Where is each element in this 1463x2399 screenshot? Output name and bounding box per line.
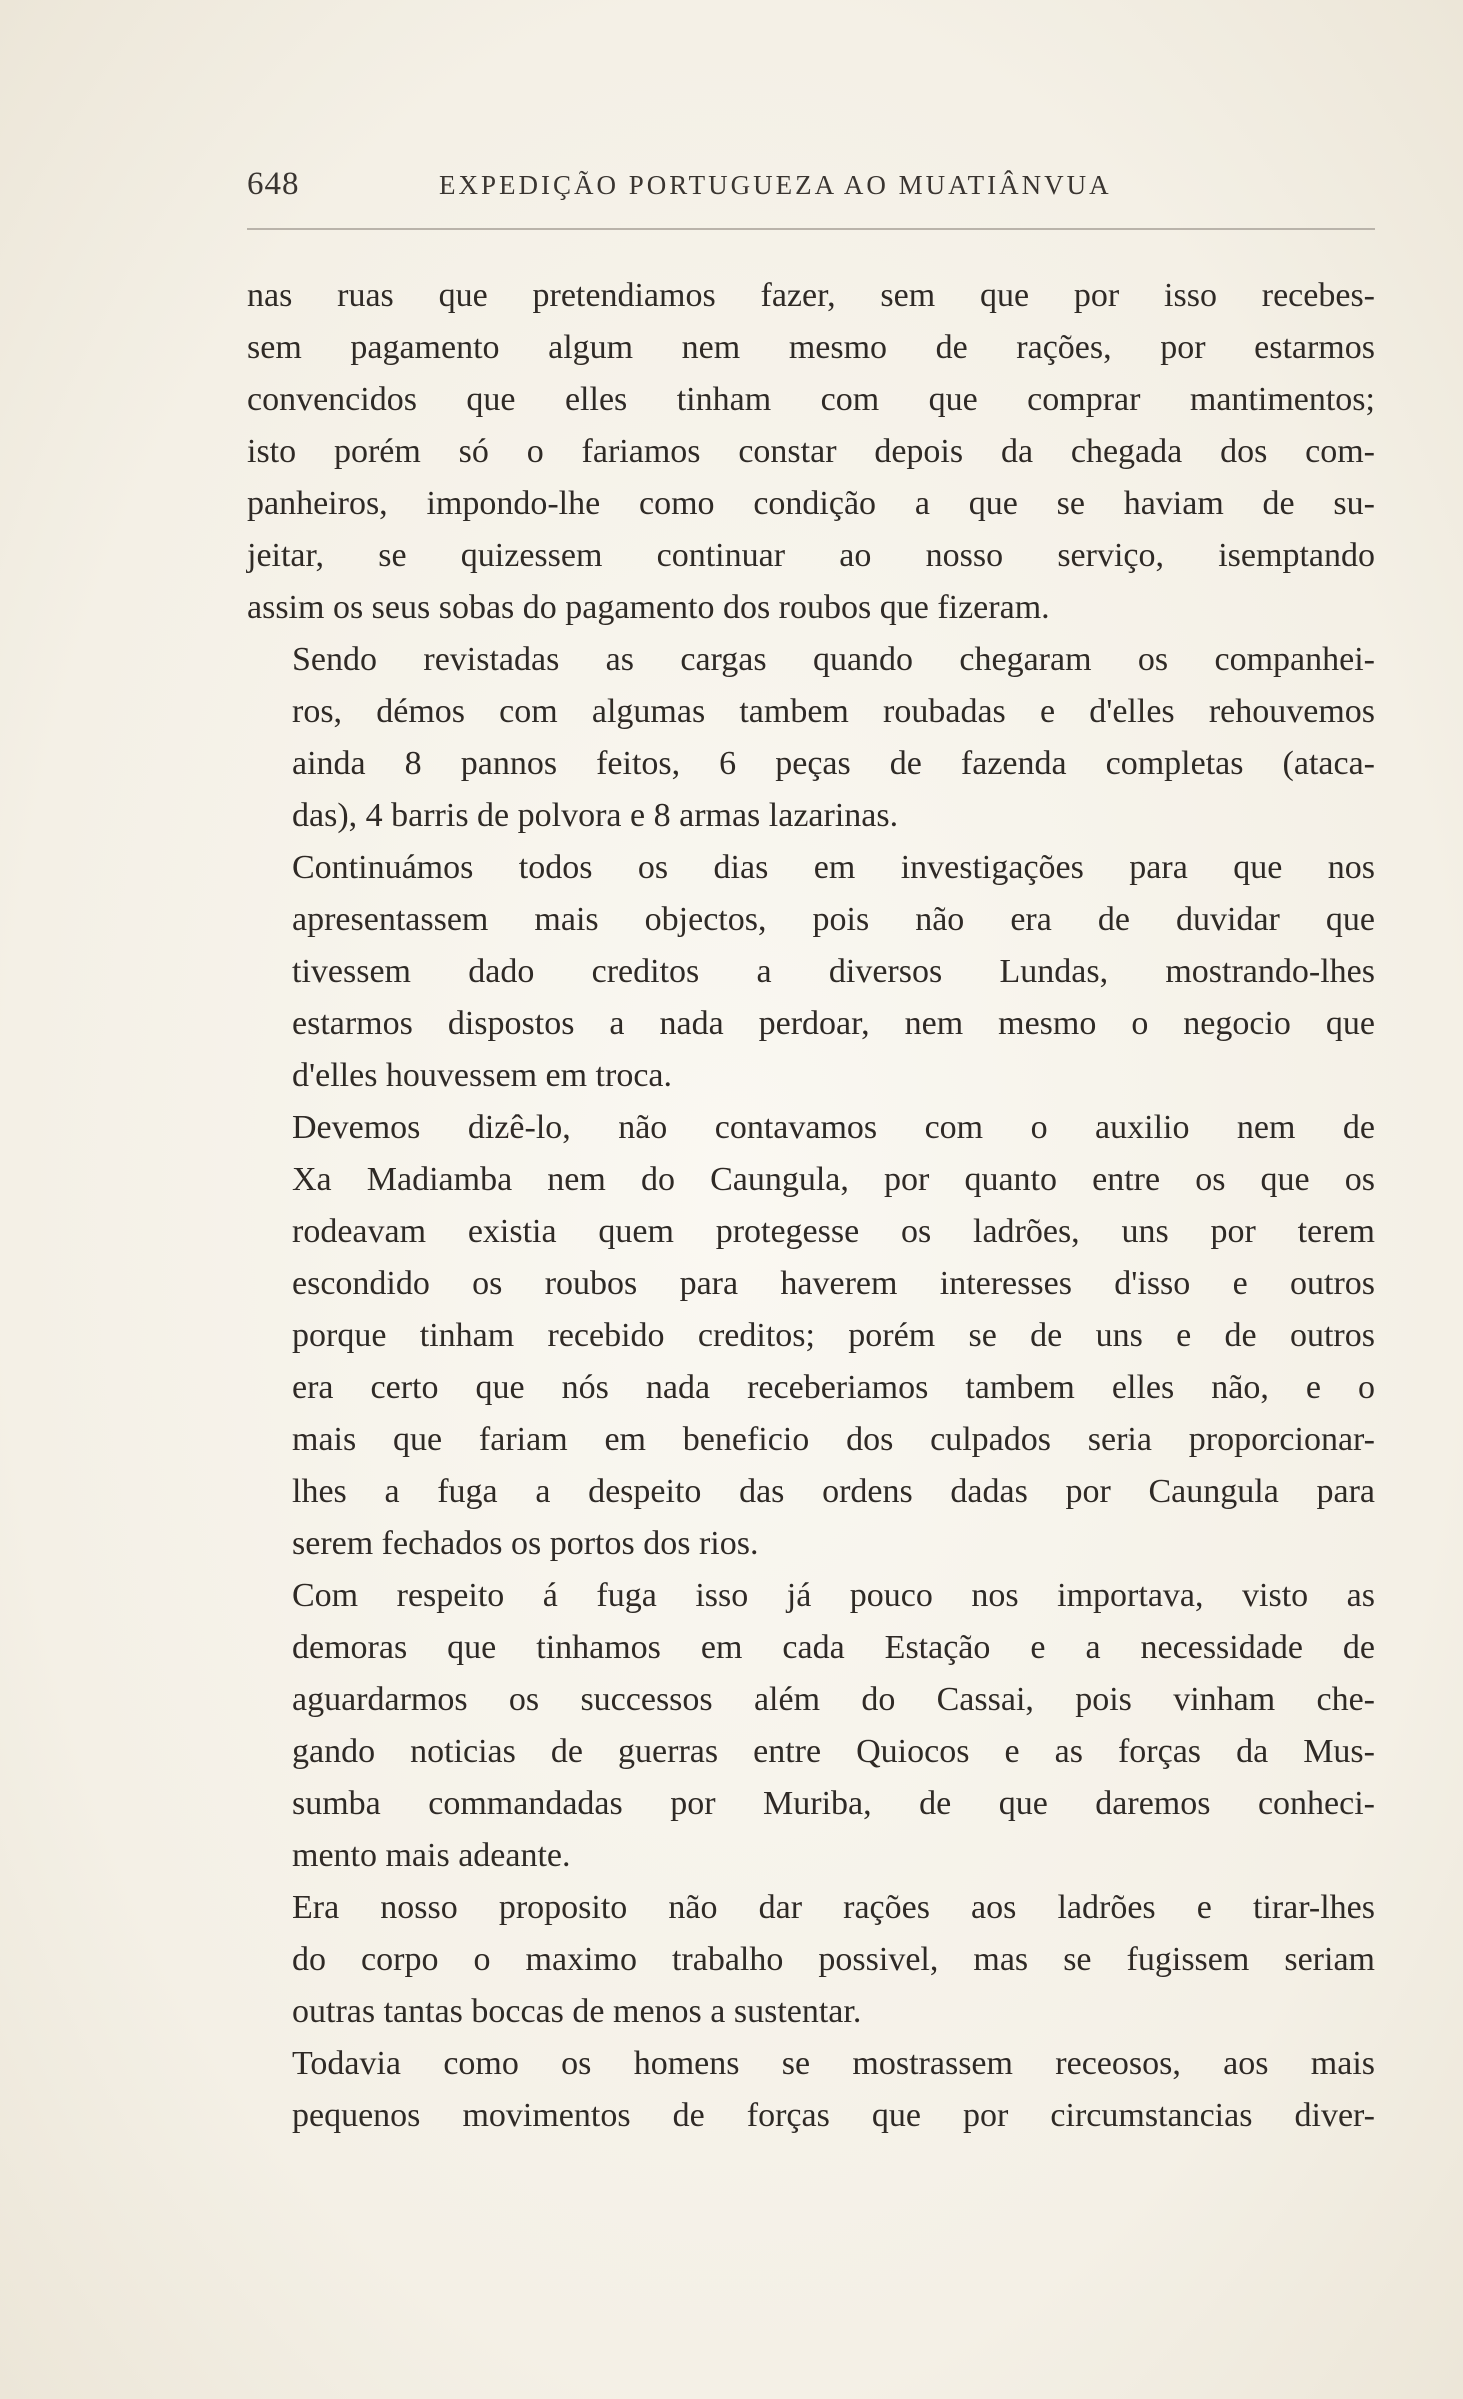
text-line: rodeavam existia quem protegesse os ladrões, uns por terem [292, 1213, 1375, 1250]
header-rule [247, 228, 1375, 230]
text-line: sem pagamento algum nem mesmo de rações, por estarmos [247, 329, 1375, 366]
text-line: do corpo o maximo trabalho possivel, mas se fugissem seriam [292, 1941, 1375, 1978]
text-line: era certo que nós nada receberiamos tambem elles não, e o [292, 1369, 1375, 1406]
text-line: Com respeito á fuga isso já pouco nos importava, visto as [292, 1577, 1375, 1614]
text-line: Xa Madiamba nem do Caungula, por quanto entre os que os [292, 1161, 1375, 1198]
body-text [247, 270, 1375, 2142]
text-line: jeitar, se quizessem continuar ao nosso serviço, isemptando [247, 537, 1375, 574]
text-line: assim os seus sobas do pagamento dos roubos que fizeram. [247, 589, 1050, 626]
text-line: Sendo revistadas as cargas quando chegaram os companhei- [292, 641, 1375, 678]
text-line: lhes a fuga a despeito das ordens dadas por Caungula para [292, 1473, 1375, 1510]
text-line: escondido os roubos para haverem interesses d'isso e outros [292, 1265, 1375, 1302]
paragraph [247, 634, 1375, 842]
text-line: Todavia como os homens se mostrassem receosos, aos mais [292, 2045, 1375, 2082]
page-header [247, 166, 1375, 216]
text-line: isto porém só o fariamos constar depois da chegada dos com- [247, 433, 1375, 470]
paragraph [247, 1102, 1375, 1570]
text-line: gando noticias de guerras entre Quiocos e as forças da Mus- [292, 1733, 1375, 1770]
text-line: tivessem dado creditos a diversos Lundas, mostrando-lhes [292, 953, 1375, 990]
text-line: apresentassem mais objectos, pois não era de duvidar que [292, 901, 1375, 938]
paragraph [247, 270, 1375, 634]
text-line: pequenos movimentos de forças que por circumstancias diver- [292, 2097, 1375, 2134]
text-line: mais que fariam em beneficio dos culpados seria proporcionar- [292, 1421, 1375, 1458]
text-line: sumba commandadas por Muriba, de que daremos conheci- [292, 1785, 1375, 1822]
text-line: mento mais adeante. [292, 1837, 571, 1874]
text-line: Devemos dizê-lo, não contavamos com o auxilio nem de [292, 1109, 1375, 1146]
text-line: Continuámos todos os dias em investigações para que nos [292, 849, 1375, 886]
page-number: 648 [247, 166, 300, 202]
paragraph [247, 2038, 1375, 2142]
paragraph [247, 1882, 1375, 2038]
text-line: das), 4 barris de polvora e 8 armas lazarinas. [292, 797, 899, 834]
paragraph [247, 1570, 1375, 1882]
paragraph [247, 842, 1375, 1102]
running-title: EXPEDIÇÃO PORTUGUEZA AO MUATIÂNVUA [439, 170, 1112, 200]
text-line: serem fechados os portos dos rios. [292, 1525, 759, 1562]
text-line: convencidos que elles tinham com que comprar mantimentos; [247, 381, 1375, 418]
text-line: d'elles houvessem em troca. [292, 1057, 673, 1094]
text-line: ainda 8 pannos feitos, 6 peças de fazenda completas (ataca- [292, 745, 1375, 782]
text-line: porque tinham recebido creditos; porém se de uns e de outros [292, 1317, 1375, 1354]
text-line: outras tantas boccas de menos a sustentar. [292, 1993, 862, 2030]
text-line: estarmos dispostos a nada perdoar, nem mesmo o negocio que [292, 1005, 1375, 1042]
text-line: Era nosso proposito não dar rações aos ladrões e tirar-lhes [292, 1889, 1375, 1926]
text-line: demoras que tinhamos em cada Estação e a necessidade de [292, 1629, 1375, 1666]
text-line: ros, démos com algumas tambem roubadas e d'elles rehouvemos [292, 693, 1375, 730]
text-line: aguardarmos os successos além do Cassai, pois vinham che- [292, 1681, 1375, 1718]
text-line: nas ruas que pretendiamos fazer, sem que por isso recebes- [247, 277, 1375, 314]
text-line: panheiros, impondo-lhe como condição a que se haviam de su- [247, 485, 1375, 522]
